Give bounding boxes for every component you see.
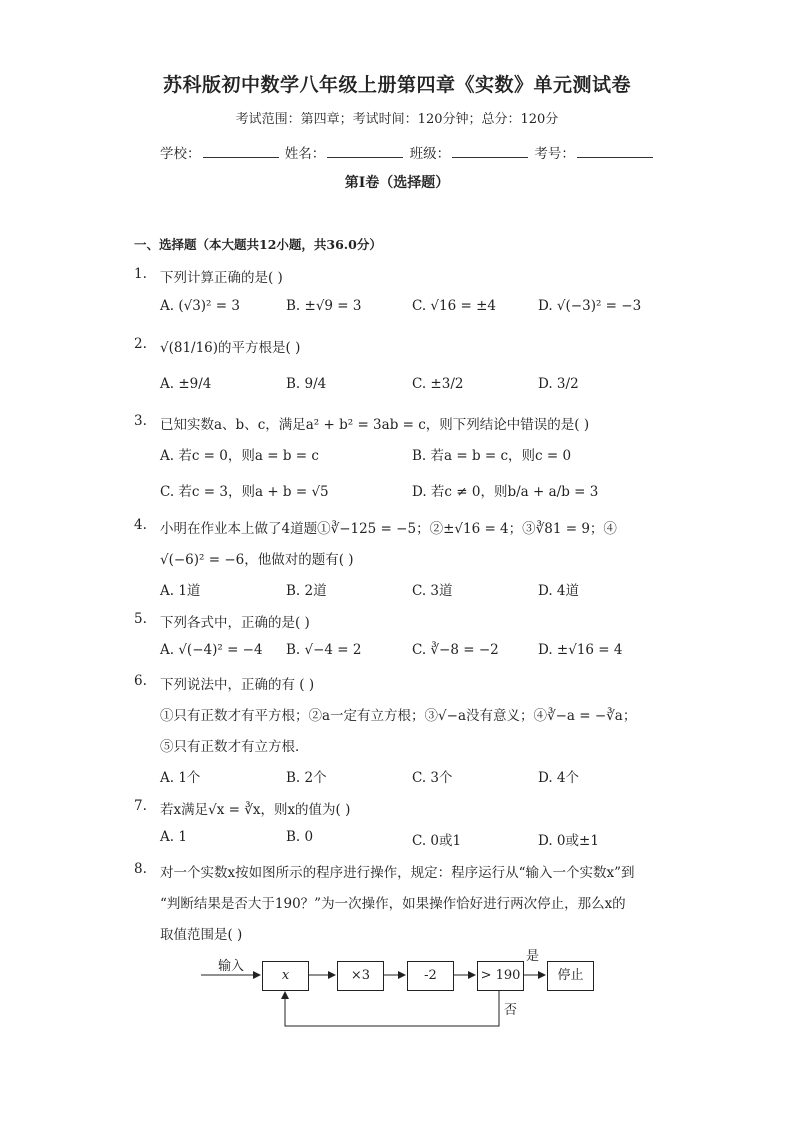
class-blank[interactable]	[452, 145, 528, 158]
option-d: D. 3/2	[538, 376, 579, 392]
question-number: 2.	[134, 336, 147, 352]
question-number: 1.	[134, 266, 147, 282]
school-label: 学校：	[160, 146, 201, 162]
question-text: 对一个实数x按如图所示的程序进行操作，规定：程序运行从“输入一个实数x”到	[160, 865, 635, 881]
question-number: 7.	[134, 798, 147, 814]
question-text: 小明在作业本上做了4道题①∛−125 = −5；②±√16 = 4；③∛81 = 9；④	[160, 521, 617, 537]
question-text-line3: 取值范围是( )	[160, 927, 243, 943]
option-c: C. √16 = ±4	[412, 298, 497, 314]
question-text: 下列说法中，正确的有 ( )	[160, 677, 315, 693]
box-x: x	[262, 961, 309, 991]
option-d: D. ±√16 = 4	[538, 642, 623, 658]
option-b: B. 若a = b = c，则c = 0	[412, 448, 572, 464]
page-title: 苏科版初中数学八年级上册第四章《实数》单元测试卷	[162, 74, 631, 96]
option-b: B. √−4 = 2	[286, 642, 362, 658]
option-a: A. 1个	[160, 770, 201, 786]
option-c: C. ∛−8 = −2	[412, 642, 499, 658]
option-b: B. 2道	[286, 583, 327, 599]
question-number: 4.	[134, 517, 147, 533]
class-label: 班级：	[409, 146, 451, 162]
option-d: D. 若c ≠ 0，则b/a + a/b = 3	[412, 484, 599, 500]
box-minus2: -2	[407, 961, 454, 991]
option-a: A. 1道	[160, 583, 201, 599]
option-c: C. 3个	[412, 770, 453, 786]
exam-number-blank[interactable]	[577, 145, 653, 158]
question-number: 5.	[134, 611, 147, 627]
option-a: A. 若c = 0，则a = b = c	[160, 448, 319, 464]
question-text: 下列各式中，正确的是( )	[160, 615, 310, 631]
box-compare: > 190	[477, 961, 524, 991]
exam-info: 考试范围：第四章；考试时间：120分钟；总分：120分	[235, 112, 559, 127]
question-text-line3: ⑤只有正数才有立方根．	[160, 739, 309, 755]
name-label: 姓名：	[284, 146, 326, 162]
question-text: 下列计算正确的是( )	[160, 270, 283, 286]
question-text: 已知实数a、b、c，满足a² + b² = 3ab = c，则下列结论中错误的是( )	[160, 417, 590, 433]
option-c: C. 3道	[412, 583, 453, 599]
option-a: A. ±9/4	[160, 376, 212, 392]
option-c: C. ±3/2	[412, 376, 464, 392]
option-a: A. √(−4)² = −4	[160, 642, 263, 658]
question-text-line2: ①只有正数才有平方根；②a一定有立方根；③√−a没有意义；④∛−a = −∛a；	[160, 708, 637, 724]
option-d: D. 4道	[538, 583, 580, 599]
question-text-line2: “判断结果是否大于190？”为一次操作，如果操作恰好进行两次停止，那么x的	[160, 896, 626, 912]
school-blank[interactable]	[203, 145, 279, 158]
question-number: 3.	[134, 413, 147, 429]
yes-label: 是	[526, 949, 540, 964]
box-times3: ×3	[337, 961, 384, 991]
name-blank[interactable]	[327, 145, 403, 158]
option-b: B. 2个	[286, 770, 327, 786]
box-stop: 停止	[547, 961, 594, 991]
option-d: D. 0或±1	[538, 833, 599, 849]
exam-number-label: 考号：	[534, 146, 575, 162]
question-text: 若x满足√x = ∛x，则x的值为( )	[160, 802, 351, 818]
option-a: A. 1	[160, 829, 187, 845]
arrow-no-loop	[285, 989, 499, 1026]
question-number: 8.	[134, 861, 147, 877]
option-a: A. (√3)² = 3	[160, 298, 240, 314]
question-number: 6.	[134, 673, 147, 689]
option-b: B. 9/4	[286, 376, 327, 392]
question-text-line2: √(−6)² = −6，他做对的题有( )	[160, 552, 354, 568]
question-text: √(81/16)的平方根是( )	[160, 340, 301, 356]
input-label: 输入	[218, 959, 245, 974]
option-b: B. ±√9 = 3	[286, 298, 362, 314]
option-c: C. 0或1	[412, 833, 462, 849]
option-b: B. 0	[286, 829, 314, 845]
option-c: C. 若c = 3，则a + b = √5	[160, 484, 329, 500]
section-heading: 一、选择题（本大题共12小题，共36.0分）	[134, 237, 382, 252]
option-d: D. 4个	[538, 770, 580, 786]
option-d: D. √(−3)² = −3	[538, 298, 642, 314]
volume-heading: 第I卷（选择题）	[344, 175, 450, 191]
student-info-fields	[160, 142, 655, 162]
no-label: 否	[504, 1003, 518, 1018]
